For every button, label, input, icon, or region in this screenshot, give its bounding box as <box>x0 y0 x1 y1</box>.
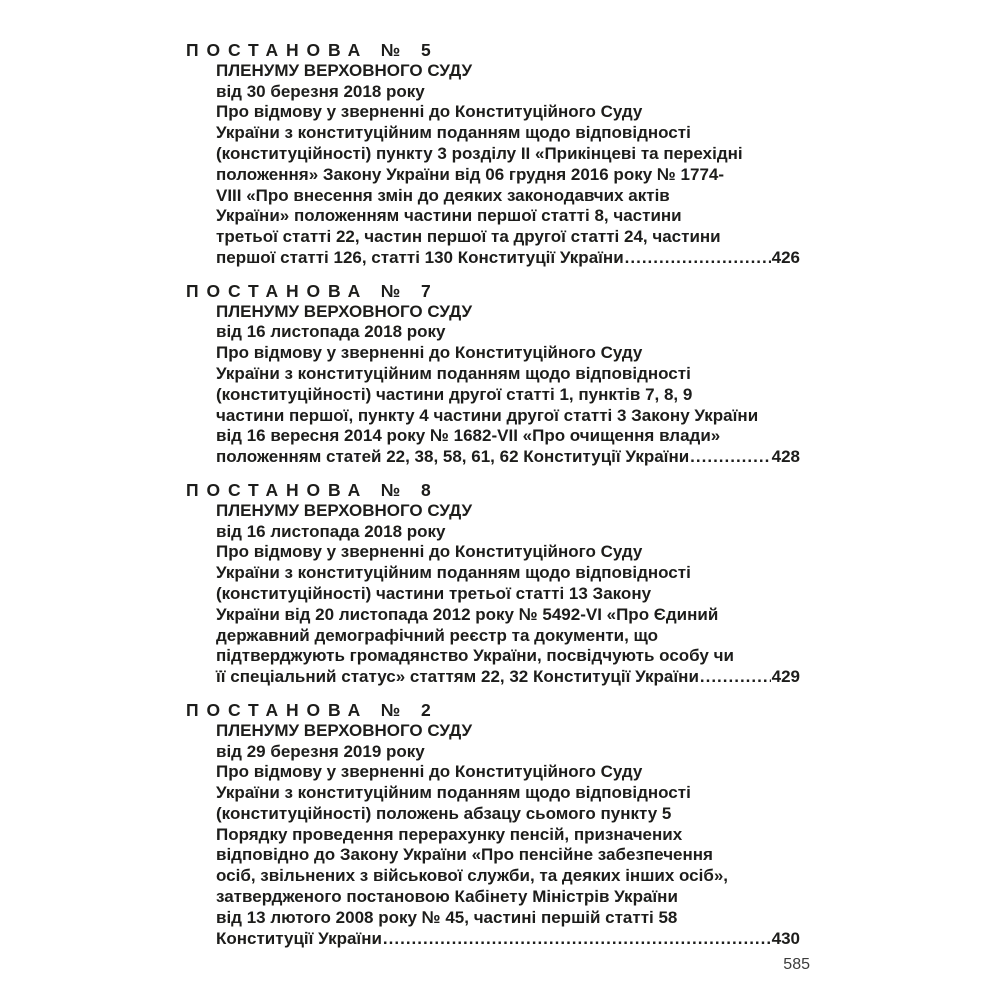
toc-line: ПЛЕНУМУ ВЕРХОВНОГО СУДУ <box>216 720 473 740</box>
toc-list <box>186 40 800 961</box>
toc-line: від 30 березня 2018 року <box>216 81 425 101</box>
toc-last-line <box>186 929 800 950</box>
toc-line: Про відмову у зверненні до Конституційного Суду <box>216 542 643 562</box>
toc-line: України з конституційним поданням щодо відповідності <box>216 123 691 143</box>
toc-line: України» положенням частини першої статті 8, частини <box>216 206 682 226</box>
toc-last-line <box>186 248 800 269</box>
toc-line: Про відмову у зверненні до Конституційного Суду <box>216 102 643 122</box>
toc-line: положення» Закону України від 06 грудня 2016 року № 1774- <box>216 164 725 184</box>
toc-line: VIII «Про внесення змін до деяких законодавчих актів <box>216 185 670 205</box>
toc-line: Про відмову у зверненні до Конституційного Суду <box>216 762 643 782</box>
toc-line: Порядку проведення перерахунку пенсій, призначених <box>216 824 683 844</box>
dot-leader <box>690 447 770 468</box>
toc-line-text: Конституції України <box>216 928 382 948</box>
toc-entry-heading: ПОСТАНОВА № 5 <box>186 40 439 60</box>
toc-page-ref: 428 <box>771 447 800 467</box>
toc-line: відповідно до Закону України «Про пенсійне забезпечення <box>216 845 713 865</box>
toc-page-ref: 429 <box>771 667 800 687</box>
toc-line: України з конституційним поданням щодо відповідності <box>216 783 691 803</box>
toc-entry-heading: ПОСТАНОВА № 2 <box>186 699 439 720</box>
toc-line: від 16 листопада 2018 року <box>216 521 446 541</box>
toc-line: ПЛЕНУМУ ВЕРХОВНОГО СУДУ <box>216 301 473 321</box>
toc-entry-heading: ПОСТАНОВА № 7 <box>186 280 439 301</box>
dot-leader <box>383 929 771 950</box>
toc-page-ref: 430 <box>771 928 800 948</box>
toc-line: підтверджують громадянство України, посвідчують особу чи <box>216 646 734 666</box>
dot-leader <box>625 248 771 269</box>
toc-line: ПЛЕНУМУ ВЕРХОВНОГО СУДУ <box>216 500 473 520</box>
toc-last-line <box>186 667 800 688</box>
toc-line: від 16 листопада 2018 року <box>216 322 446 342</box>
toc-line: ПЛЕНУМУ ВЕРХОВНОГО СУДУ <box>216 60 473 80</box>
toc-line: (конституційності) частини другої статті 1, пунктів 7, 8, 9 <box>216 384 693 404</box>
toc-last-line <box>186 447 800 468</box>
page-number: 585 <box>783 956 810 973</box>
toc-page-ref: 426 <box>771 247 800 267</box>
toc-line: України від 20 листопада 2012 року № 5492-VI «Про Єдиний <box>216 604 719 624</box>
toc-entry-resolution-2 <box>186 700 800 950</box>
toc-line: третьої статті 22, частин першої та другої статті 24, частини <box>216 227 721 247</box>
toc-line-text: першої статті 126, статті 130 Конституції України <box>216 247 624 267</box>
toc-line: Про відмову у зверненні до Конституційного Суду <box>216 343 643 363</box>
toc-line: затвердженого постановою Кабінету Міністрів України <box>216 887 678 907</box>
toc-line: від 16 вересня 2014 року № 1682-VII «Про очищення влади» <box>216 426 721 446</box>
dot-leader <box>700 667 771 688</box>
toc-line: державний демографічний реєстр та документи, що <box>216 625 659 645</box>
toc-line: України з конституційним поданням щодо відповідності <box>216 363 691 383</box>
toc-line: (конституційності) пункту 3 розділу II «Прикінцеві та перехідні <box>216 143 743 163</box>
toc-line: від 13 лютого 2008 року № 45, частині першій статті 58 <box>216 907 678 927</box>
toc-line: України з конституційним поданням щодо відповідності <box>216 563 691 583</box>
toc-entry-resolution-8 <box>186 480 800 688</box>
toc-entry-resolution-7 <box>186 281 800 468</box>
toc-line-text: її спеціальний статус» статтям 22, 32 Конституції України <box>216 667 699 687</box>
toc-line-text: положенням статей 22, 38, 58, 61, 62 Конституції України <box>216 447 690 467</box>
toc-line: (конституційності) частини третьої статті 13 Закону <box>216 583 652 603</box>
toc-line: осіб, звільнених з військової служби, та деяких інших осіб», <box>216 866 729 886</box>
toc-entry-resolution-5 <box>186 40 800 269</box>
toc-line: частини першої, пункту 4 частини другої статті 3 Закону України <box>216 405 759 425</box>
toc-entry-heading: ПОСТАНОВА № 8 <box>186 479 439 500</box>
toc-line: від 29 березня 2019 року <box>216 741 425 761</box>
toc-line: (конституційності) положень абзацу сьомого пункту 5 <box>216 803 672 823</box>
